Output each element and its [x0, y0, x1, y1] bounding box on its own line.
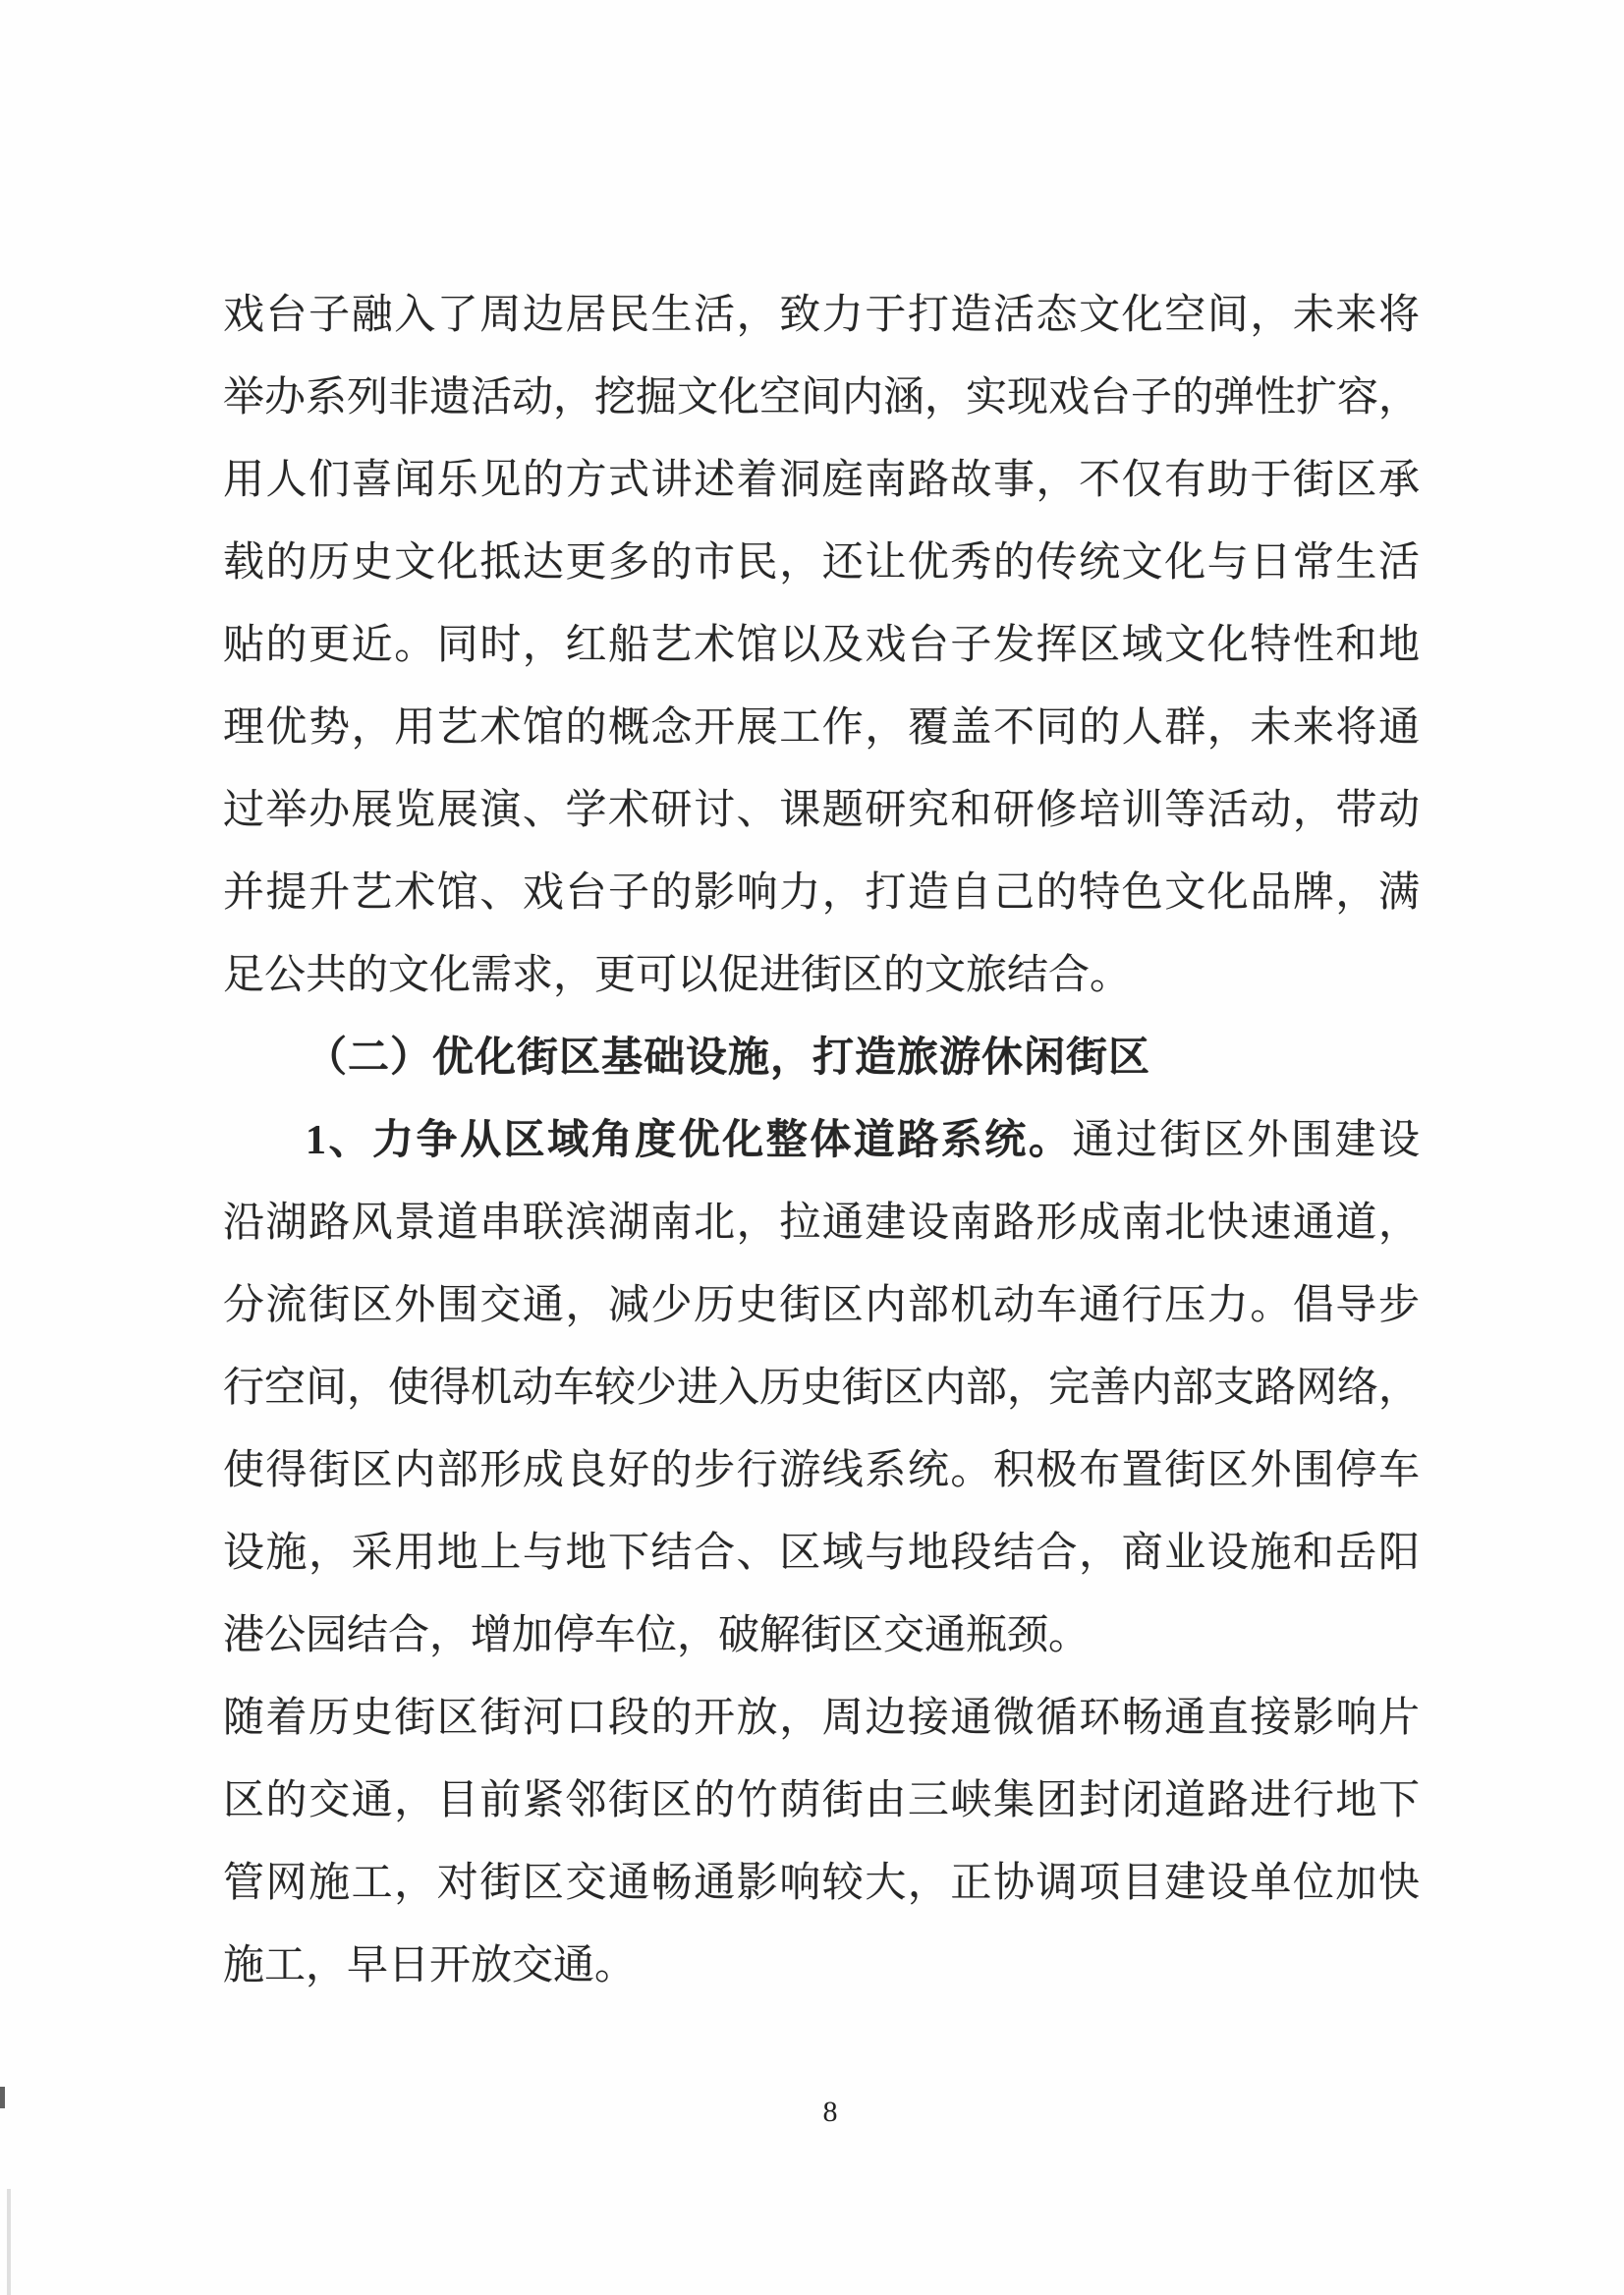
text-line: 施工，早日开放交通。 — [223, 1943, 637, 1988]
text-line: 载的历史文化抵达更多的市民，还让优秀的传统文化与日常生活 — [223, 540, 1420, 586]
text-line: 区的交通，目前紧邻街区的竹荫街由三峡集团封闭道路进行地下 — [223, 1778, 1420, 1823]
text-line: 分流街区外围交通，减少历史街区内部机动车通行压力。倡导步 — [223, 1283, 1420, 1328]
text-line — [223, 1099, 1420, 1182]
text-line: 设施，采用地上与地下结合、区域与地段结合，商业设施和岳阳 — [223, 1531, 1420, 1576]
text-line: 沿湖路风景道串联滨湖南北，拉通建设南路形成南北快速通道， — [223, 1201, 1420, 1246]
section-heading: （二）优化街区基础设施，打造旅游休闲街区 — [306, 1036, 1151, 1081]
lead-rest-text: 通过街区外围建设 — [1072, 1118, 1420, 1163]
text-block — [223, 274, 1420, 2007]
text-line: 使得街区内部形成良好的步行游线系统。积极布置街区外围停车 — [223, 1448, 1420, 1493]
text-line: 理优势，用艺术馆的概念开展工作，覆盖不同的人群，未来将通 — [223, 705, 1420, 751]
text-line: 贴的更近。同时，红船艺术馆以及戏台子发挥区域文化特性和地 — [223, 623, 1420, 668]
text-line: 过举办展览展演、学术研讨、课题研究和研修培训等活动，带动 — [223, 788, 1420, 833]
text-line: 港公园结合，增加停车位，破解街区交通瓶颈。 — [223, 1613, 1091, 1658]
lead-bold-text: 1、力争从区域角度优化整体道路系统。 — [306, 1118, 1073, 1163]
text-line: 管网施工，对街区交通畅通影响较大，正协调项目建设单位加快 — [223, 1861, 1420, 1906]
text-line: 行空间，使得机动车较少进入历史街区内部，完善内部支路网络， — [223, 1366, 1420, 1411]
text-line: 戏台子融入了周边居民生活，致力于打造活态文化空间，未来将 — [223, 293, 1420, 338]
text-line: 用人们喜闻乐见的方式讲述着洞庭南路故事，不仅有助于街区承 — [223, 458, 1420, 503]
text-line: 足公共的文化需求，更可以促进街区的文旅结合。 — [223, 953, 1132, 998]
page-number: 8 — [822, 2096, 838, 2128]
text-line: 举办系列非遗活动，挖掘文化空间内涵，实现戏台子的弹性扩容， — [223, 375, 1420, 420]
scan-artifact — [7, 2189, 11, 2295]
text-line: 随着历史街区街河口段的开放，周边接通微循环畅通直接影响片 — [223, 1696, 1420, 1741]
text-line: 并提升艺术馆、戏台子的影响力，打造自己的特色文化品牌，满 — [223, 870, 1420, 916]
